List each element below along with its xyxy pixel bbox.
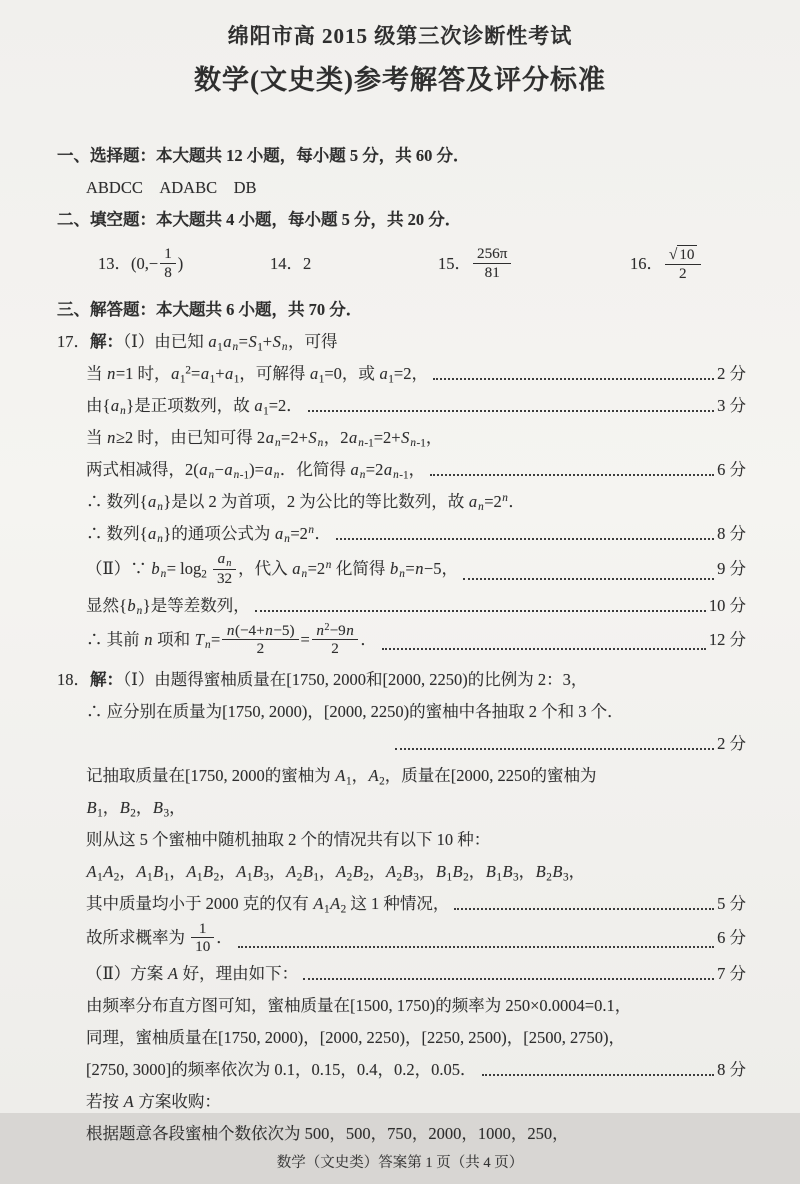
doc-line — [0, 697, 800, 727]
subscript: 1 — [97, 807, 103, 820]
subscript — [208, 469, 215, 481]
math-variable: a — [148, 492, 157, 511]
math-variable: A — [368, 765, 379, 785]
doc-line — [0, 1087, 800, 1117]
line-text — [86, 765, 597, 788]
doc-line — [0, 1055, 800, 1085]
text-run: [2750, 3000]的频率依次为 0.1，0.15，0.4，0.2，0.05． — [86, 1059, 477, 1079]
doc-line — [0, 455, 800, 485]
text-run: ∴ 其前 n 项和 $T_n=$ $\frac{n(-4+n-5)}{2}$ = $\frac{n^2-9n}{2}$ ． — [86, 621, 377, 658]
math-variable: n — [232, 341, 239, 354]
fraction: $\frac{a_n}{32}$ — [213, 550, 236, 588]
math-variable: n — [399, 568, 405, 581]
subscript — [317, 437, 324, 449]
doc-line — [0, 959, 800, 989]
subscript: 2 — [463, 871, 469, 884]
fraction: √ 10 2 — [665, 244, 701, 282]
math-variable: A — [136, 861, 147, 881]
subscript — [204, 639, 211, 651]
subscript: n-1 — [410, 437, 426, 450]
math-variable: B — [452, 861, 463, 881]
score-label: 6 分 — [717, 460, 746, 479]
section-heading — [0, 295, 800, 325]
dotted-leader — [382, 648, 706, 650]
math-variable: a — [199, 460, 208, 479]
superscript — [325, 559, 332, 571]
text-run: 三、解答题： — [57, 300, 156, 319]
math-variable: n — [120, 405, 126, 418]
text-run: 本大题共 12 小题，每小题 5 分，共 60 分． — [156, 146, 470, 165]
math-variable: n — [226, 621, 235, 639]
math-variable: a — [350, 460, 359, 479]
doc-line — [0, 1023, 800, 1053]
math-variable: n — [317, 437, 324, 450]
math-variable: a — [292, 558, 301, 578]
math-variable: n — [325, 559, 332, 572]
text-run: ABDCC ADABC DB — [86, 178, 257, 197]
subscript: 2 — [546, 871, 552, 884]
line-text — [57, 300, 362, 319]
subscript — [136, 605, 143, 617]
subscript: 1 — [246, 871, 253, 884]
text-run: （Ⅱ）∵ $b_n= \log_2$ $\frac{a_n}{32}$ ，代入 $a_n=2^n$ 化简得 $b_n=n-5$， — [86, 550, 459, 588]
math-variable: n — [502, 492, 508, 505]
math-variable: A — [330, 893, 341, 913]
math-variable: n — [301, 568, 308, 581]
text-run: 显然$\{b_n\}$是等差数列， — [86, 595, 250, 618]
line-text — [86, 455, 425, 485]
score-label: 7 分 — [717, 963, 746, 983]
math-variable: B — [552, 861, 563, 881]
math-variable: n — [316, 621, 324, 639]
doc-line — [0, 729, 800, 759]
math-variable: A — [336, 861, 347, 881]
line-text — [86, 492, 525, 514]
math-variable: n — [359, 469, 366, 482]
fraction: $\frac{1}{10}$ — [191, 920, 214, 956]
score-label: 8 分 — [717, 524, 746, 543]
math-variable: B — [153, 861, 164, 881]
line-text — [86, 623, 377, 659]
dotted-leader — [463, 578, 714, 580]
line-text — [86, 959, 298, 989]
math-variable: A — [385, 861, 397, 881]
text-run: 解： — [90, 332, 123, 351]
math-variable: S — [248, 332, 257, 351]
subscript: 3 — [513, 871, 519, 884]
subscript: 1 — [179, 373, 186, 386]
line-text — [86, 1055, 477, 1085]
line-text — [86, 178, 257, 197]
text-run: 同理，蜜柚质量在[1750, 2000)，[2000, 2250)，[2250, 2500)，[2500, 2750)， — [86, 1027, 625, 1047]
line-text — [86, 591, 250, 621]
line-text — [86, 921, 233, 957]
subscript — [281, 341, 288, 353]
doc-line — [0, 359, 800, 389]
doc-line — [0, 237, 800, 291]
subscript: 2 — [379, 775, 385, 788]
subscript: 1 — [323, 903, 330, 916]
fill-in-answer: 15． $\frac{256\pi}{81}$ — [438, 246, 630, 282]
score-label: 8 分 — [717, 1059, 746, 1079]
dotted-leader — [255, 610, 706, 612]
math-variable: a — [171, 364, 180, 383]
math-variable: T — [194, 629, 204, 649]
superscript — [308, 524, 315, 536]
score-label: 2 分 — [717, 364, 746, 383]
subscript: 1 — [209, 373, 216, 386]
subscript: n-1 — [358, 437, 374, 450]
subscript — [399, 568, 406, 580]
text-run: $B_1$，$B_2$，$B_3$， — [86, 797, 186, 820]
subscript: 3 — [562, 871, 569, 884]
math-variable: b — [127, 595, 136, 615]
subscript — [160, 568, 167, 580]
subscript: 1 — [217, 341, 223, 354]
score-label: 9 分 — [717, 558, 746, 578]
math-variable: a — [223, 332, 232, 351]
text-run: ∴ 数列$\{a_n\}$是以 2 为首项，2 为公比的等比数列，故 $a_n=2^n$． — [86, 492, 525, 514]
dotted-leader — [482, 1074, 715, 1076]
math-variable: n — [410, 437, 416, 450]
math-variable: S — [272, 332, 281, 351]
subscript — [157, 533, 164, 545]
fill-in-answer: 14．2 — [270, 254, 312, 273]
doc-line — [0, 591, 800, 621]
math-variable: a — [349, 428, 358, 447]
subscript: 1 — [263, 405, 269, 418]
math-variable: A — [236, 861, 247, 881]
subscript: 2 — [396, 871, 403, 884]
line-text — [86, 996, 631, 1015]
subscript: 1 — [318, 373, 325, 386]
math-variable: B — [502, 861, 513, 881]
text-run: $A_1A_2$，$A_1B_1$，$A_1B_2$，$A_1B_3$，$A_2B_1$，$A_2B_2$，$A_2B_3$，$B_1B_2$，$B_1B_3$，$B_2B_3$， — [86, 861, 586, 884]
fill-in-answer: 13．(0,− $\frac{1}{8}$ ) — [98, 245, 184, 281]
subscript — [226, 558, 232, 569]
line-text — [86, 702, 624, 721]
text-run: 解： — [90, 669, 123, 689]
math-variable: a — [224, 460, 233, 479]
text-run: 本大题共 4 小题，每小题 5 分，共 20 分． — [156, 210, 462, 229]
dotted-leader — [430, 474, 714, 476]
section-heading — [0, 205, 800, 235]
subscript — [478, 501, 485, 513]
subscript — [274, 437, 281, 449]
line-text — [86, 1092, 221, 1111]
subscript — [359, 469, 366, 481]
text-run: ∴ 应分别在质量为[1750, 2000)，[2000, 2250)的蜜柚中各抽取 2 个和 3 个． — [86, 701, 624, 721]
line-text — [57, 210, 461, 229]
subscript: 3 — [263, 871, 270, 884]
score-label: 10 分 — [708, 595, 746, 615]
math-variable: A — [335, 765, 346, 785]
exam-subtitle: 数学(文史类)参考解答及评分标准 — [194, 65, 606, 95]
fraction: $\frac{n^2-9n}{2}$ — [312, 622, 359, 658]
math-variable: n — [144, 629, 153, 649]
superscript — [502, 492, 509, 504]
math-variable: B — [302, 861, 313, 881]
subscript — [273, 469, 280, 481]
text-run: 则从这 5 个蜜柚中随机抽取 2 个的情况共有以下 10 种： — [86, 829, 491, 849]
math-variable: a — [148, 524, 157, 543]
math-variable: A — [286, 861, 297, 881]
math-variable: n — [208, 469, 215, 482]
doc-line — [0, 889, 800, 919]
math-variable: n — [160, 568, 167, 581]
math-variable: a — [310, 364, 319, 383]
dotted-leader — [433, 378, 714, 380]
subscript: 1 — [313, 871, 320, 884]
math-variable: a — [208, 332, 217, 351]
doc-line — [0, 173, 800, 203]
math-variable: B — [535, 861, 546, 881]
math-variable: a — [379, 364, 388, 383]
dotted-leader — [238, 946, 714, 948]
subscript: 3 — [413, 871, 419, 884]
square-root: √ 10 — [669, 246, 695, 264]
math-variable: B — [485, 861, 496, 881]
math-variable: A — [86, 861, 97, 881]
math-variable: n — [204, 638, 211, 651]
doc-line — [0, 1119, 800, 1149]
math-variable: A — [123, 1091, 134, 1111]
math-variable: n — [415, 558, 424, 578]
math-variable: n — [233, 469, 240, 482]
subscript — [120, 405, 127, 417]
math-variable: b — [390, 558, 399, 578]
math-variable: B — [252, 861, 264, 881]
fraction: $\frac{1}{8}$ — [160, 245, 176, 281]
line-text — [86, 1124, 569, 1143]
subscript: 1 — [496, 871, 502, 884]
document-body — [0, 141, 800, 1151]
math-variable: a — [468, 492, 478, 511]
text-run: （Ⅰ）由已知 $a_1a_n=S_1+S_n$，可得 — [123, 332, 338, 354]
subscript: 1 — [257, 341, 263, 354]
subscript: 1 — [388, 373, 394, 386]
math-variable: a — [200, 364, 210, 383]
math-variable: S — [401, 428, 410, 447]
doc-line — [0, 921, 800, 957]
math-variable: n — [157, 501, 163, 514]
score-label: 12 分 — [708, 629, 746, 649]
math-variable: n — [273, 469, 280, 482]
subscript: 1 — [233, 373, 240, 386]
text-run: 两式相减得，$2(a_n-a_{n-1})=a_n$．化简得 $a_n=2a_{n-1}$， — [86, 460, 426, 482]
text-run: 二、填空题： — [57, 210, 156, 229]
subscript — [301, 568, 308, 580]
math-variable: n — [478, 501, 484, 514]
doc-line — [0, 487, 800, 517]
math-variable: n — [136, 605, 143, 618]
math-variable: S — [308, 428, 317, 447]
line-text — [86, 551, 458, 589]
line-text — [86, 797, 186, 820]
math-variable: A — [186, 861, 197, 881]
line-text — [57, 670, 587, 689]
subscript: 1 — [147, 871, 153, 884]
text-run: 若按 A 方案收购： — [86, 1091, 221, 1111]
math-variable: B — [203, 861, 214, 881]
math-variable: n — [274, 437, 281, 450]
subscript: 1 — [345, 775, 352, 788]
math-variable: n — [265, 621, 273, 639]
page-footer: 数学（文史类）答案第 1 页（共 4 页） — [276, 1154, 524, 1171]
math-variable: B — [402, 861, 413, 881]
math-variable: n — [284, 533, 290, 546]
text-run: 故所求概率为 $\frac{1}{10}$ ． — [86, 919, 233, 956]
score-label: 3 分 — [717, 396, 746, 415]
text-run: 由频率分布直方图可知，蜜柚质量在[1500, 1750)的频率为 250×0.0004=0.1， — [86, 995, 632, 1015]
dotted-leader — [303, 978, 714, 980]
section-heading — [0, 141, 800, 171]
subscript: 1 — [196, 871, 203, 884]
doc-line — [0, 391, 800, 421]
dotted-leader — [454, 908, 714, 910]
math-variable: n — [107, 428, 116, 447]
line-text — [86, 519, 331, 549]
dotted-leader — [308, 410, 714, 412]
line-text — [57, 332, 338, 354]
text-run: 由$\{a_n\}$是正项数列，故 $a_1=2$． — [86, 396, 303, 418]
fraction: $\frac{256\pi}{81}$ — [473, 245, 511, 281]
math-variable: a — [274, 524, 284, 543]
math-variable: B — [86, 797, 97, 817]
subscript: 2 — [130, 807, 136, 820]
doc-line — [0, 327, 800, 357]
math-variable: A — [167, 963, 178, 983]
subscript — [157, 501, 164, 513]
math-variable: n — [346, 621, 354, 639]
doc-line — [0, 423, 800, 453]
subscript — [232, 341, 239, 353]
text-run: 其中质量均小于 2000 克的仅有 $A_1A_2$ 这 1 种情况， — [86, 893, 450, 916]
score-label: 2 分 — [717, 733, 746, 753]
subscript: 3 — [163, 807, 170, 820]
line-text — [86, 830, 490, 849]
math-variable: B — [352, 861, 363, 881]
math-variable: a — [383, 460, 393, 479]
dotted-leader — [336, 538, 714, 540]
exam-title: 绵阳市高 2015 级第三次诊断性考试 — [227, 24, 573, 48]
math-variable: n — [358, 437, 364, 450]
subscript: 1 — [97, 871, 103, 884]
math-variable: A — [103, 861, 114, 881]
subscript: 2 — [201, 568, 207, 581]
subscript: 1 — [446, 871, 453, 884]
math-variable: n — [308, 524, 314, 537]
text-run: （Ⅱ）方案 A 好，理由如下： — [86, 963, 299, 983]
text-run: 一、选择题： — [57, 146, 156, 165]
subscript: 2 — [113, 871, 120, 884]
math-variable: a — [217, 550, 226, 567]
line-text — [86, 1028, 625, 1047]
subscript: 1 — [163, 871, 170, 884]
doc-line — [0, 793, 800, 823]
doc-line — [0, 857, 800, 887]
text-run: 17． — [57, 332, 90, 351]
subscript: 2 — [363, 871, 369, 884]
doc-line — [0, 519, 800, 549]
subscript: 2 — [346, 871, 353, 884]
score-label: 6 分 — [717, 927, 746, 947]
subscript: 2 — [340, 903, 347, 916]
doc-line — [0, 623, 800, 659]
doc-line — [0, 551, 800, 589]
doc-line — [0, 825, 800, 855]
math-variable: B — [119, 797, 130, 817]
line-text — [86, 391, 303, 421]
math-variable: b — [151, 558, 160, 578]
fraction: $\frac{n(-4+n-5)}{2}$ — [222, 622, 298, 658]
score-label: 5 分 — [717, 893, 746, 913]
text-run: 当 n=1 时，$a_1^2=a_1+a_1$，可解得 $a_1=0$，或 $a_1=2$， — [86, 364, 428, 386]
line-text — [86, 861, 586, 884]
text-run: 根据题意各段蜜柚个数依次为 500，500，750，2000，1000，250， — [86, 1123, 569, 1143]
math-variable: n — [281, 341, 288, 354]
math-variable: n — [393, 469, 399, 482]
line-text — [86, 428, 443, 450]
text-run: 当 n≥2 时，由已知可得 $2a_n=2+S_n$，$2a_{n-1}=2+S_{n-1}$， — [86, 428, 443, 450]
line-text — [86, 359, 428, 389]
math-variable: a — [265, 428, 274, 447]
doc-line — [0, 991, 800, 1021]
doc-line — [0, 761, 800, 791]
math-variable: A — [313, 893, 324, 913]
math-variable: n — [107, 364, 116, 383]
math-variable: n — [226, 558, 232, 570]
text-run: 记抽取质量在[1750, 2000的蜜柚为 $A_1$，$A_2$，质量在[2000, 2250的蜜柚为 — [86, 765, 597, 788]
subscript: n-1 — [233, 469, 250, 482]
math-variable: B — [152, 797, 163, 817]
dotted-leader — [395, 748, 714, 750]
math-variable: a — [254, 396, 263, 415]
text-run: 18． — [57, 669, 90, 689]
subscript: 2 — [213, 871, 220, 884]
math-variable: a — [110, 396, 120, 415]
fill-in-answer: 16． √ 10 2 — [630, 245, 703, 283]
math-variable: a — [264, 460, 273, 479]
math-variable: a — [225, 364, 234, 383]
doc-line — [0, 665, 800, 695]
superscript: 2 — [185, 364, 192, 377]
line-text — [57, 146, 470, 165]
math-variable: n — [157, 533, 163, 546]
math-variable: B — [435, 861, 446, 881]
text-run: （Ⅰ）由题得蜜柚质量在[1750, 2000和[2000, 2250)的比例为 2：3， — [123, 669, 588, 689]
line-text — [86, 889, 449, 919]
text-run: ∴ 数列$\{a_n\}$的通项公式为 $a_n=2^n$． — [86, 524, 331, 546]
superscript: 2 — [324, 621, 330, 633]
subscript — [284, 533, 291, 545]
subscript: 2 — [296, 871, 303, 884]
subscript: n-1 — [393, 469, 409, 482]
text-run: 本大题共 6 小题，共 70 分． — [156, 300, 363, 319]
